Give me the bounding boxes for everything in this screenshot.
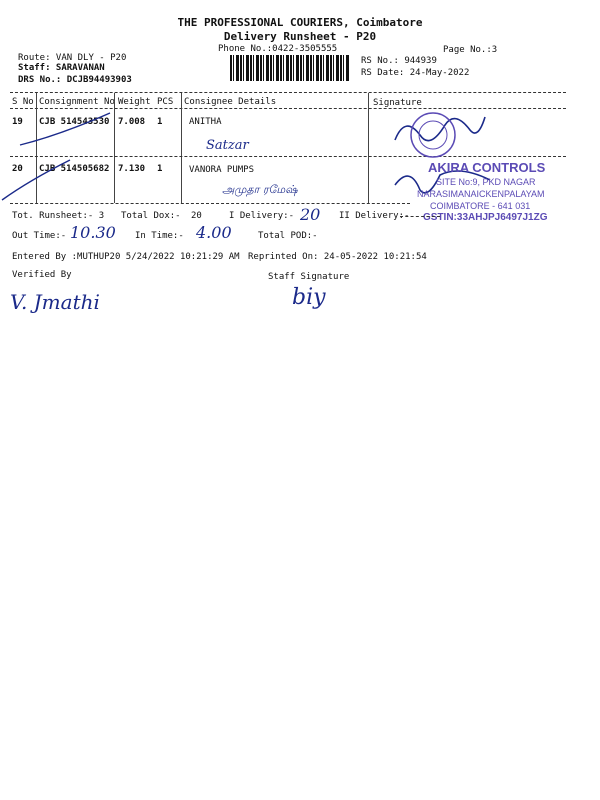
total-dox-label: Total Dox:- — [121, 211, 181, 221]
phone-number: Phone No.:0422-3505555 — [218, 44, 338, 54]
col-header-pcs: PCS — [157, 97, 174, 107]
row-weight: 7.008 — [118, 117, 146, 127]
row-consignment: CJB 514505682 — [39, 164, 110, 174]
check-mark — [2, 160, 70, 200]
row-sno: 19 — [12, 117, 23, 127]
row-consignee: VANORA PUMPS — [189, 165, 255, 175]
entered-by: Entered By :MUTHUP20 5/24/2022 10:21:29 AM — [12, 252, 240, 262]
col-header-consignment: Consignment No — [39, 97, 115, 107]
reprinted-on: Reprinted On: 24-05-2022 10:21:54 — [248, 252, 427, 262]
row-handwritten-name: Satzar — [206, 138, 249, 153]
row-weight: 7.130 — [118, 164, 146, 174]
tot-runsheet: Tot. Runsheet:- 3 — [12, 211, 105, 221]
drs-number: DRS No.: DCJB94493903 — [18, 75, 132, 85]
stamp-address-2: NARASIMANAICKENPALAYAM — [417, 189, 545, 199]
staff-signature-label: Staff Signature — [268, 272, 350, 282]
row-pcs: 1 — [157, 117, 163, 127]
verified-signature: V. Jmathi — [10, 290, 100, 314]
col-header-sno: S No — [12, 97, 34, 107]
row-pcs: 1 — [157, 164, 163, 174]
in-time-label: In Time:- — [135, 231, 184, 241]
stamp-address-1: SITE No:9, PKD NAGAR — [436, 177, 536, 187]
company-name: THE PROFESSIONAL COURIERS, Coimbatore — [177, 16, 423, 29]
i-delivery-label: I Delivery:- — [229, 211, 295, 221]
stamp-company: AKIRA CONTROLS — [428, 160, 546, 175]
ii-delivery-label: II Delivery:- — [339, 211, 410, 221]
in-time-value: 4.00 — [196, 223, 232, 242]
total-dox-value: 20 — [191, 211, 202, 221]
verified-by-label: Verified By — [12, 270, 72, 280]
staff-signature: biy — [292, 285, 326, 310]
i-delivery-value: 20 — [300, 205, 321, 224]
col-header-consignee: Consignee Details — [184, 97, 277, 107]
total-pod-label: Total POD:- — [258, 231, 318, 241]
stamp-gstin: GSTIN:33AHJPJ6497J1ZG — [423, 212, 548, 223]
row-handwritten-name: அமுதா ரமேஷ் — [222, 183, 298, 196]
table-top-line — [10, 92, 566, 93]
staff-name: Staff: SARAVANAN — [18, 63, 105, 73]
row-consignment: CJB 514543530 — [39, 117, 110, 127]
col-header-signature: Signature — [373, 98, 422, 108]
rs-number: RS No.: 944939 — [361, 56, 437, 66]
barcode — [230, 55, 350, 81]
page-number: Page No.:3 — [443, 45, 498, 55]
route: Route: VAN DLY - P20 — [18, 53, 127, 63]
row-consignee: ANITHA — [189, 117, 222, 127]
document-title: Delivery Runsheet - P20 — [223, 30, 377, 43]
check-mark — [20, 113, 110, 145]
rs-date: RS Date: 24-May-2022 — [361, 68, 470, 78]
row-sno: 20 — [12, 164, 23, 174]
ii-delivery-line — [400, 216, 440, 217]
out-time-value: 10.30 — [70, 223, 116, 242]
stamp-seal-icon — [395, 105, 465, 165]
out-time-label: Out Time:- — [12, 231, 67, 241]
col-header-weight: Weight — [118, 97, 151, 107]
stamp-address-3: COIMBATORE - 641 031 — [430, 201, 531, 211]
